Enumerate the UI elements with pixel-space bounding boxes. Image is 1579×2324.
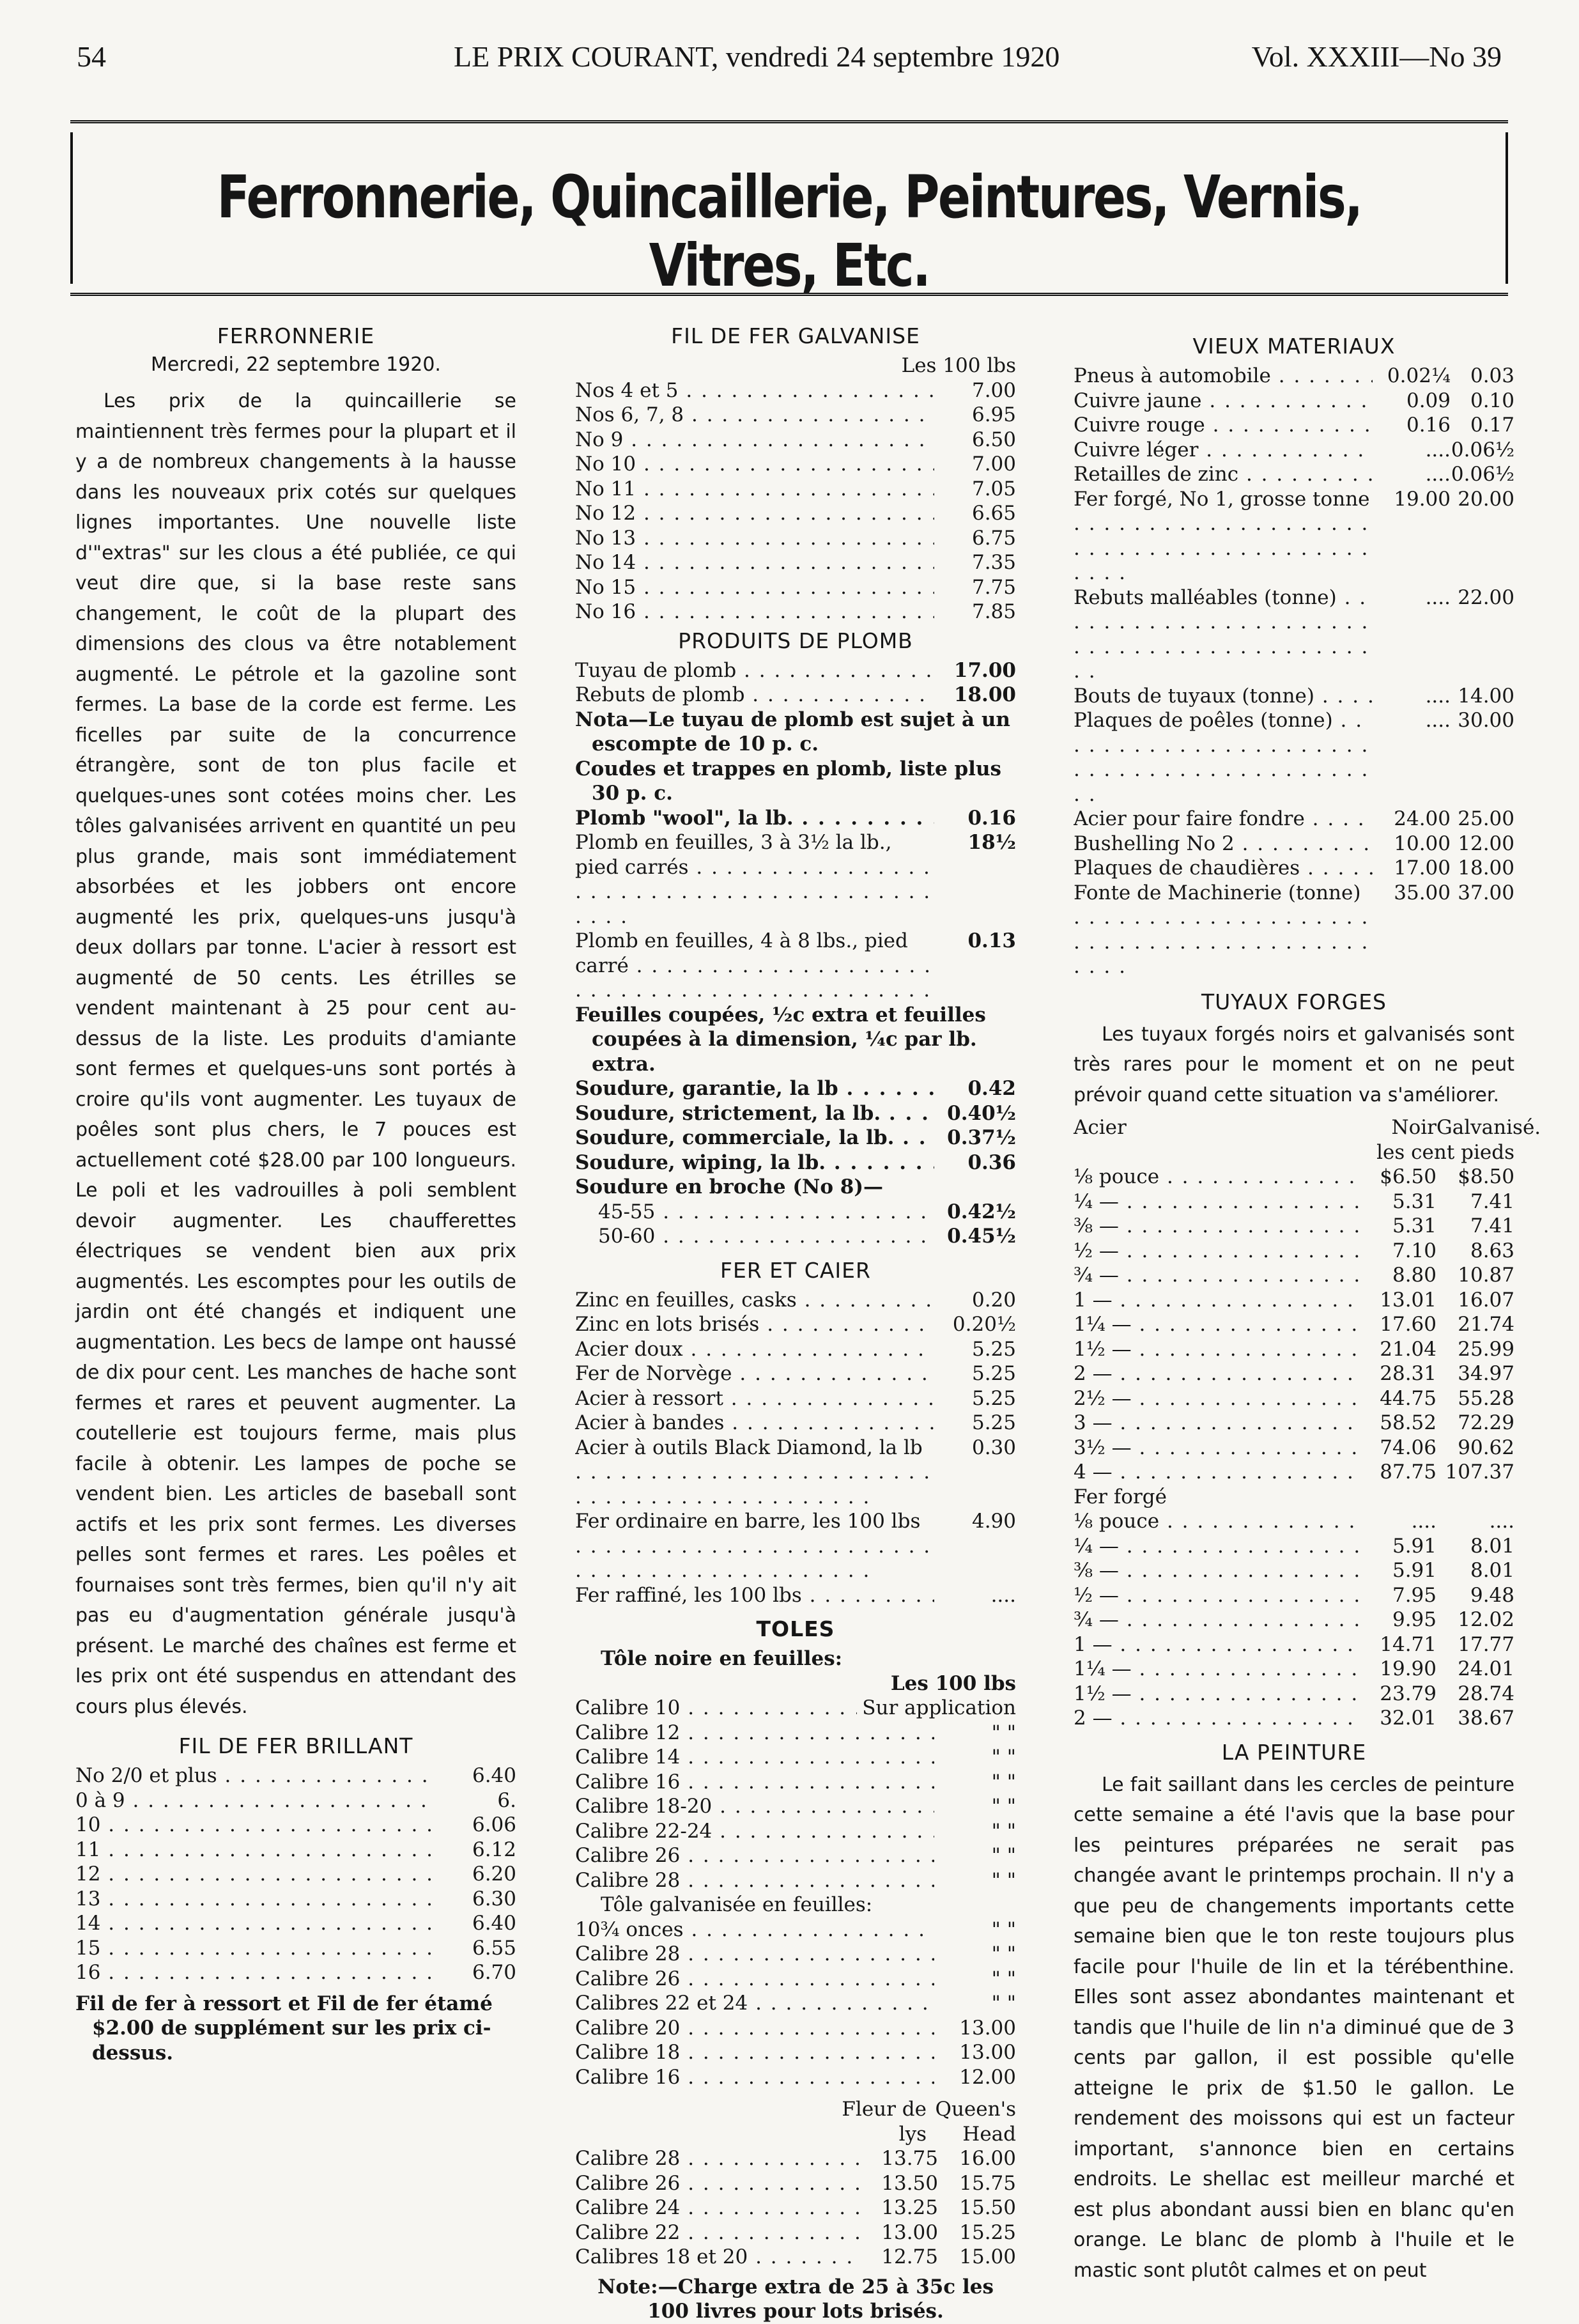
table-row: Retailles de zinc . . . .... 0.06½ <box>1074 462 1514 487</box>
fil-galvanise-table <box>575 378 1016 624</box>
page-number: 54 <box>77 40 106 73</box>
table-row: Calibre 26 . . . 13.50 15.75 <box>575 2171 1016 2196</box>
brands-header <box>575 2097 1016 2146</box>
table-row: ⅜ — . . . 5.91 8.01 <box>1074 1558 1514 1583</box>
table-row: Plomb en feuilles, 4 à 8 lbs., pied carré . . . 0.13 <box>575 929 1016 1003</box>
table-row: 16 . . . 6.70 <box>75 1960 516 1985</box>
table-row: Acier à ressort . . . 5.25 <box>575 1386 1016 1411</box>
table-row: Plomb "wool", la lb. . . . 0.16 <box>575 806 1016 831</box>
table-row: Rebuts malléables (tonne) . . . .... 22.00 <box>1074 585 1514 684</box>
ferronnerie-date: Mercredi, 22 septembre 1920. <box>151 353 441 376</box>
table-row: Calibre 22 . . . 13.00 15.25 <box>575 2220 1016 2245</box>
table-row: Calibre 28 . . . " " <box>575 1942 1016 1967</box>
table-row: 2 — . . . 32.01 38.67 <box>1074 1706 1514 1731</box>
section-banner <box>70 120 1508 300</box>
table-row: Zinc en lots brisés . . . 0.20½ <box>575 1312 1016 1337</box>
fil-brillant-note: Fil de fer à ressort et Fil de fer étamé $2.00 de supplément sur les prix ci-dessus. <box>75 1992 493 2064</box>
table-row: No 13 . . . 6.75 <box>575 526 1016 551</box>
table-row: No 11 . . . 7.05 <box>575 477 1016 502</box>
table-row: Calibre 22-24 . . . " " <box>575 1819 1016 1844</box>
fil-galvanise-heading: FIL DE FER GALVANISE <box>671 323 920 348</box>
fer-acier-table <box>575 1288 1016 1608</box>
tuyaux-unit: les cent pieds <box>1376 1140 1514 1164</box>
soudure-broche-label: Soudure en broche (No 8)— <box>575 1175 884 1198</box>
table-row: 12 . . . 6.20 <box>75 1862 516 1887</box>
table-row: Fer raffiné, les 100 lbs . . . .... <box>575 1583 1016 1608</box>
table-row: Plomb en feuilles, 3 à 3½ la lb., pied carrés . . . 18½ <box>575 830 1016 929</box>
table-row: Calibre 26 . . . " " <box>575 1967 1016 1992</box>
col-galvanise: Galvanisé. <box>1437 1116 1541 1139</box>
table-row: No 16 . . . 7.85 <box>575 600 1016 624</box>
table-row: 15 . . . 6.55 <box>75 1936 516 1961</box>
acier-label: Acier <box>1074 1116 1127 1139</box>
brands-table <box>575 2146 1016 2270</box>
peinture-heading: LA PEINTURE <box>1221 1739 1367 1765</box>
brand-queens-head: Queen's Head <box>935 2098 1016 2146</box>
table-row: Acier pour faire fondre . . . 24.00 25.00 <box>1074 807 1514 832</box>
vieux-materiaux-table <box>1074 364 1514 979</box>
table-row: 0 à 9 . . . 6. <box>75 1788 516 1813</box>
vieux-materiaux-heading: VIEUX MATERIAUX <box>1192 334 1396 359</box>
table-row: 13 . . . 6.30 <box>75 1887 516 1912</box>
publication-title: LE PRIX COURANT, vendredi 24 septembre 1920 <box>454 40 1060 73</box>
table-row: 14 . . . 6.40 <box>75 1911 516 1936</box>
table-row: Zinc en feuilles, casks . . . 0.20 <box>575 1288 1016 1313</box>
table-row: 45-55 . . . 0.42½ <box>575 1200 1016 1225</box>
table-row: Tuyau de plomb . . . 17.00 <box>575 658 1016 683</box>
table-row: Cuivre léger . . . .... 0.06½ <box>1074 438 1514 463</box>
table-row: Nos 4 et 5 . . . 7.00 <box>575 378 1016 403</box>
fer-acier-heading: FER ET CAIER <box>720 1257 871 1283</box>
table-row: Fonte de Machinerie (tonne) . . . 35.00 37.00 <box>1074 881 1514 979</box>
table-row: 2½ — . . . 44.75 55.28 <box>1074 1386 1514 1411</box>
table-row: Plaques de poêles (tonne) . . . .... 30.00 <box>1074 708 1514 807</box>
table-row: Bouts de tuyaux (tonne) . . . .... 14.00 <box>1074 684 1514 709</box>
table-row: 10 . . . 6.06 <box>75 1813 516 1838</box>
table-row: 1½ — . . . 21.04 25.99 <box>1074 1337 1514 1362</box>
tuyaux-forges-body: Les tuyaux forgés noirs et galvanisés sont très rares pour le moment et on ne peut prévoir quand cette situation va s'améliorer. <box>1074 1023 1514 1106</box>
table-row: Cuivre rouge . . . 0.16 0.17 <box>1074 413 1514 438</box>
table-row: 3½ — . . . 74.06 90.62 <box>1074 1436 1514 1460</box>
table-row: Calibre 24 . . . 13.25 15.50 <box>575 2196 1016 2220</box>
tole-galvanisee-table <box>575 1917 1016 2090</box>
table-row: Bushelling No 2 . . . 10.00 12.00 <box>1074 832 1514 856</box>
plomb-note-coupees: Feuilles coupées, ½c extra et feuilles coupées à la dimension, ¼c par lb. extra. <box>575 1003 986 1076</box>
table-row: Acier à bandes . . . 5.25 <box>575 1411 1016 1436</box>
table-row: Calibre 28 . . . " " <box>575 1868 1016 1893</box>
fil-brillant-table <box>75 1763 516 1985</box>
table-row: No 14 . . . 7.35 <box>575 550 1016 575</box>
toles-note: Note:—Charge extra de 25 à 35c les 100 livres pour lots brisés. <box>597 2275 994 2323</box>
brand-fleur-de-lys: Fleur de lys <box>842 2098 927 2146</box>
table-row: ¼ — . . . 5.31 7.41 <box>1074 1189 1514 1214</box>
fil-galvanise-unit: Les 100 lbs <box>901 354 1016 377</box>
table-row: 3 — . . . 58.52 72.29 <box>1074 1411 1514 1436</box>
banner-title: Ferronnerie, Quincaillerie, Peintures, Vernis, Vitres, Etc. <box>217 163 1362 300</box>
toles-unit: Les 100 lbs <box>890 1671 1016 1695</box>
table-row: 1 — . . . 14.71 17.77 <box>1074 1632 1514 1657</box>
table-row: Fer ordinaire en barre, les 100 lbs . . . 4.90 <box>575 1509 1016 1583</box>
table-row: 1¼ — . . . 19.90 24.01 <box>1074 1657 1514 1682</box>
tuyaux-fer-table <box>1074 1509 1514 1731</box>
table-row: Fer forgé, No 1, grosse tonne . . . 19.00 20.00 <box>1074 487 1514 585</box>
tole-galvanisee-subheading: Tôle galvanisée en feuilles: <box>601 1893 873 1916</box>
column-2 <box>575 320 1016 2324</box>
table-row: Fer de Norvège . . . 5.25 <box>575 1361 1016 1386</box>
table-row: Calibre 10 . . . Sur application <box>575 1696 1016 1721</box>
fer-forge-label: Fer forgé <box>1074 1485 1167 1508</box>
table-row: ⅜ — . . . 5.31 7.41 <box>1074 1214 1514 1239</box>
tole-noire-table <box>575 1696 1016 1893</box>
table-row: Calibre 16 . . . 12.00 <box>575 2065 1016 2090</box>
table-row: 10¾ onces . . . " " <box>575 1917 1016 1942</box>
table-row: ½ — . . . 7.95 9.48 <box>1074 1583 1514 1608</box>
table-row: 50-60 . . . 0.45½ <box>575 1224 1016 1249</box>
ferronnerie-body: Les prix de la quincaillerie se maintiennent très fermes pour la plupart et il y a de nombreux changements à la hausse dans les nouveaux prix cotés sur quelques lignes importantes. Une nouvelle liste d'"extras" sur les clous a été publiée, ce qui veut dire que, si la base reste sans changement, le coût de la plupart des dimensions des clous va être notablement augmenté. Le pétrole et la gazoline sont fermes. La base de la corde est ferme. Les ficelles par suite de la concurrence étrangère, sont de ton plus facile et quelques-unes sont cotées moins cher. Les tôles galvanisées arrivent en quantité un peu plus grande, mais sont immédiatement absorbées et les jobbers ont encore augmenté les prix, quelques-uns jusqu'à deux dollars par tonne. L'acier à ressort est augmenté de 50 cents. Les étrilles se vendent maintenant à 25 pour cent au-dessus de la liste. Les produits d'amiante sont fermes et quelques-uns sont portés à croire qu'ils vont augmenter. Les tuyaux de poêles sont plus chers, le 7 pouces est actuellement coté $28.00 par 100 longueurs. Le poli et les vadrouilles à poli semblent devoir augmenter. Les chaufferettes électriques se vendent bien aux prix augmentés. Les escomptes pour les outils de jardin ont été changés et indiquent une augmentation. Les becs de lampe ont haussé de dix pour cent. Les manches de hache sont fermes et rares et peuvent augmenter. La coutellerie est toujours ferme, mais plus facile à obtenir. Les lampes de poche se vendent bien. Les articles de baseball sont actifs et les prix sont fermes. Les diverses pelles sont fermes et rares. Les poêles et fournaises sont très fermes, bien qu'il n'y ait pas eu d'augmentation générale jusqu'à présent. Le marché des chaînes est ferme et les prix ont été suspendus en attendant des cours plus élevés. <box>75 390 516 1718</box>
table-row: Acier doux . . . 5.25 <box>575 1337 1016 1362</box>
tuyaux-forges-heading: TUYAUX FORGES <box>1201 989 1387 1014</box>
table-row: ¼ — . . . 5.91 8.01 <box>1074 1534 1514 1559</box>
tuyaux-header <box>1074 1115 1541 1140</box>
table-row: ¾ — . . . 9.95 12.02 <box>1074 1607 1514 1632</box>
col-noir: Noir <box>1391 1116 1437 1139</box>
table-row: No 12 . . . 6.65 <box>575 501 1016 526</box>
table-row: 1¼ — . . . 17.60 21.74 <box>1074 1312 1514 1337</box>
table-row: Plaques de chaudières . . . 17.00 18.00 <box>1074 856 1514 881</box>
table-row: Soudure, garantie, la lb . . . 0.42 <box>575 1076 1016 1101</box>
table-row: Acier à outils Black Diamond, la lb . . . 0.30 <box>575 1436 1016 1510</box>
column-3 <box>1074 320 1541 2291</box>
volume-number: Vol. XXXIII—No 39 <box>1251 40 1502 73</box>
table-row: ¾ — . . . 8.80 10.87 <box>1074 1263 1514 1288</box>
table-row: 1 — . . . 13.01 16.07 <box>1074 1288 1514 1313</box>
table-row: Soudure, strictement, la lb. . . . 0.40½ <box>575 1101 1016 1126</box>
column-1 <box>75 320 516 2065</box>
table-row: Calibres 18 et 20 . . . 12.75 15.00 <box>575 2245 1016 2270</box>
table-row: Calibre 18-20 . . . " " <box>575 1794 1016 1819</box>
ferronnerie-heading: FERRONNERIE <box>217 323 375 348</box>
plomb-heading: PRODUITS DE PLOMB <box>678 628 913 653</box>
table-row: ⅛ pouce . . . $6.50 $8.50 <box>1074 1165 1514 1189</box>
table-row: Cuivre jaune . . . 0.09 0.10 <box>1074 389 1514 414</box>
table-row: 2 — . . . 28.31 34.97 <box>1074 1361 1514 1386</box>
tole-noire-subheading: Tôle noire en feuilles: <box>601 1647 843 1670</box>
table-row: Pneus à automobile . . . 0.02¼ 0.03 <box>1074 364 1514 389</box>
table-row: Nos 6, 7, 8 . . . 6.95 <box>575 403 1016 428</box>
table-row: No 9 . . . 6.50 <box>575 428 1016 453</box>
table-row: Calibre 18 . . . 13.00 <box>575 2040 1016 2065</box>
table-row: Calibre 26 . . . " " <box>575 1843 1016 1868</box>
plomb-note-escompte: Nota—Le tuyau de plomb est sujet à un escompte de 10 p. c. <box>575 708 1010 755</box>
plomb-note-coudes: Coudes et trappes en plomb, liste plus 30 p. c. <box>575 757 1001 805</box>
table-row: Calibre 12 . . . " " <box>575 1721 1016 1746</box>
table-row: ½ — . . . 7.10 8.63 <box>1074 1239 1514 1264</box>
table-row: 4 — . . . 87.75 107.37 <box>1074 1460 1514 1485</box>
toles-heading: TOLES <box>756 1616 835 1641</box>
fil-brillant-heading: FIL DE FER BRILLANT <box>178 1733 413 1758</box>
table-row: 11 . . . 6.12 <box>75 1838 516 1863</box>
table-row: Calibre 28 . . . 13.75 16.00 <box>575 2146 1016 2171</box>
table-row: Rebuts de plomb . . . 18.00 <box>575 683 1016 708</box>
table-row: Calibre 16 . . . " " <box>575 1770 1016 1795</box>
plomb-table <box>575 658 1016 1249</box>
table-row: 1½ — . . . 23.79 28.74 <box>1074 1682 1514 1707</box>
table-row: No 2/0 et plus . . . 6.40 <box>75 1763 516 1788</box>
table-row: No 15 . . . 7.75 <box>575 575 1016 600</box>
table-row: Soudure, wiping, la lb. . . . 0.36 <box>575 1150 1016 1175</box>
table-row: Calibre 14 . . . " " <box>575 1745 1016 1770</box>
tuyaux-acier-table <box>1074 1165 1514 1485</box>
table-row: Soudure, commerciale, la lb. . . . 0.37½ <box>575 1126 1016 1150</box>
table-row: ⅛ pouce . . . .... .... <box>1074 1509 1514 1534</box>
table-row: No 10 . . . 7.00 <box>575 452 1016 477</box>
peinture-body: Le fait saillant dans les cercles de peinture cette semaine a été l'avis que la base pour les peintures préparées ne serait pas changée avant le printemps prochain. Il n'y a que peu de changements importants cette semaine bien que le ton reste toujours plus facile pour l'huile de lin et la térébenthine. Elles sont assez abondantes maintenant et tandis que l'huile de lin n'a diminué que de 3 cents par gallon, il est possible qu'elle atteigne le prix de $1.50 le gallon. Le rendement des moissons qui est un facteur important, s'annonce bien en certains endroits. Le shellac est meilleur marché et est plus abondant aussi bien en blanc qu'en orange. Le blanc de plomb à l'huile et le mastic sont plutôt calmes et on peut <box>1074 1773 1514 2282</box>
table-row: Calibre 20 . . . 13.00 <box>575 2016 1016 2041</box>
page-header <box>77 40 1502 78</box>
table-row: Calibres 22 et 24 . . . " " <box>575 1991 1016 2016</box>
